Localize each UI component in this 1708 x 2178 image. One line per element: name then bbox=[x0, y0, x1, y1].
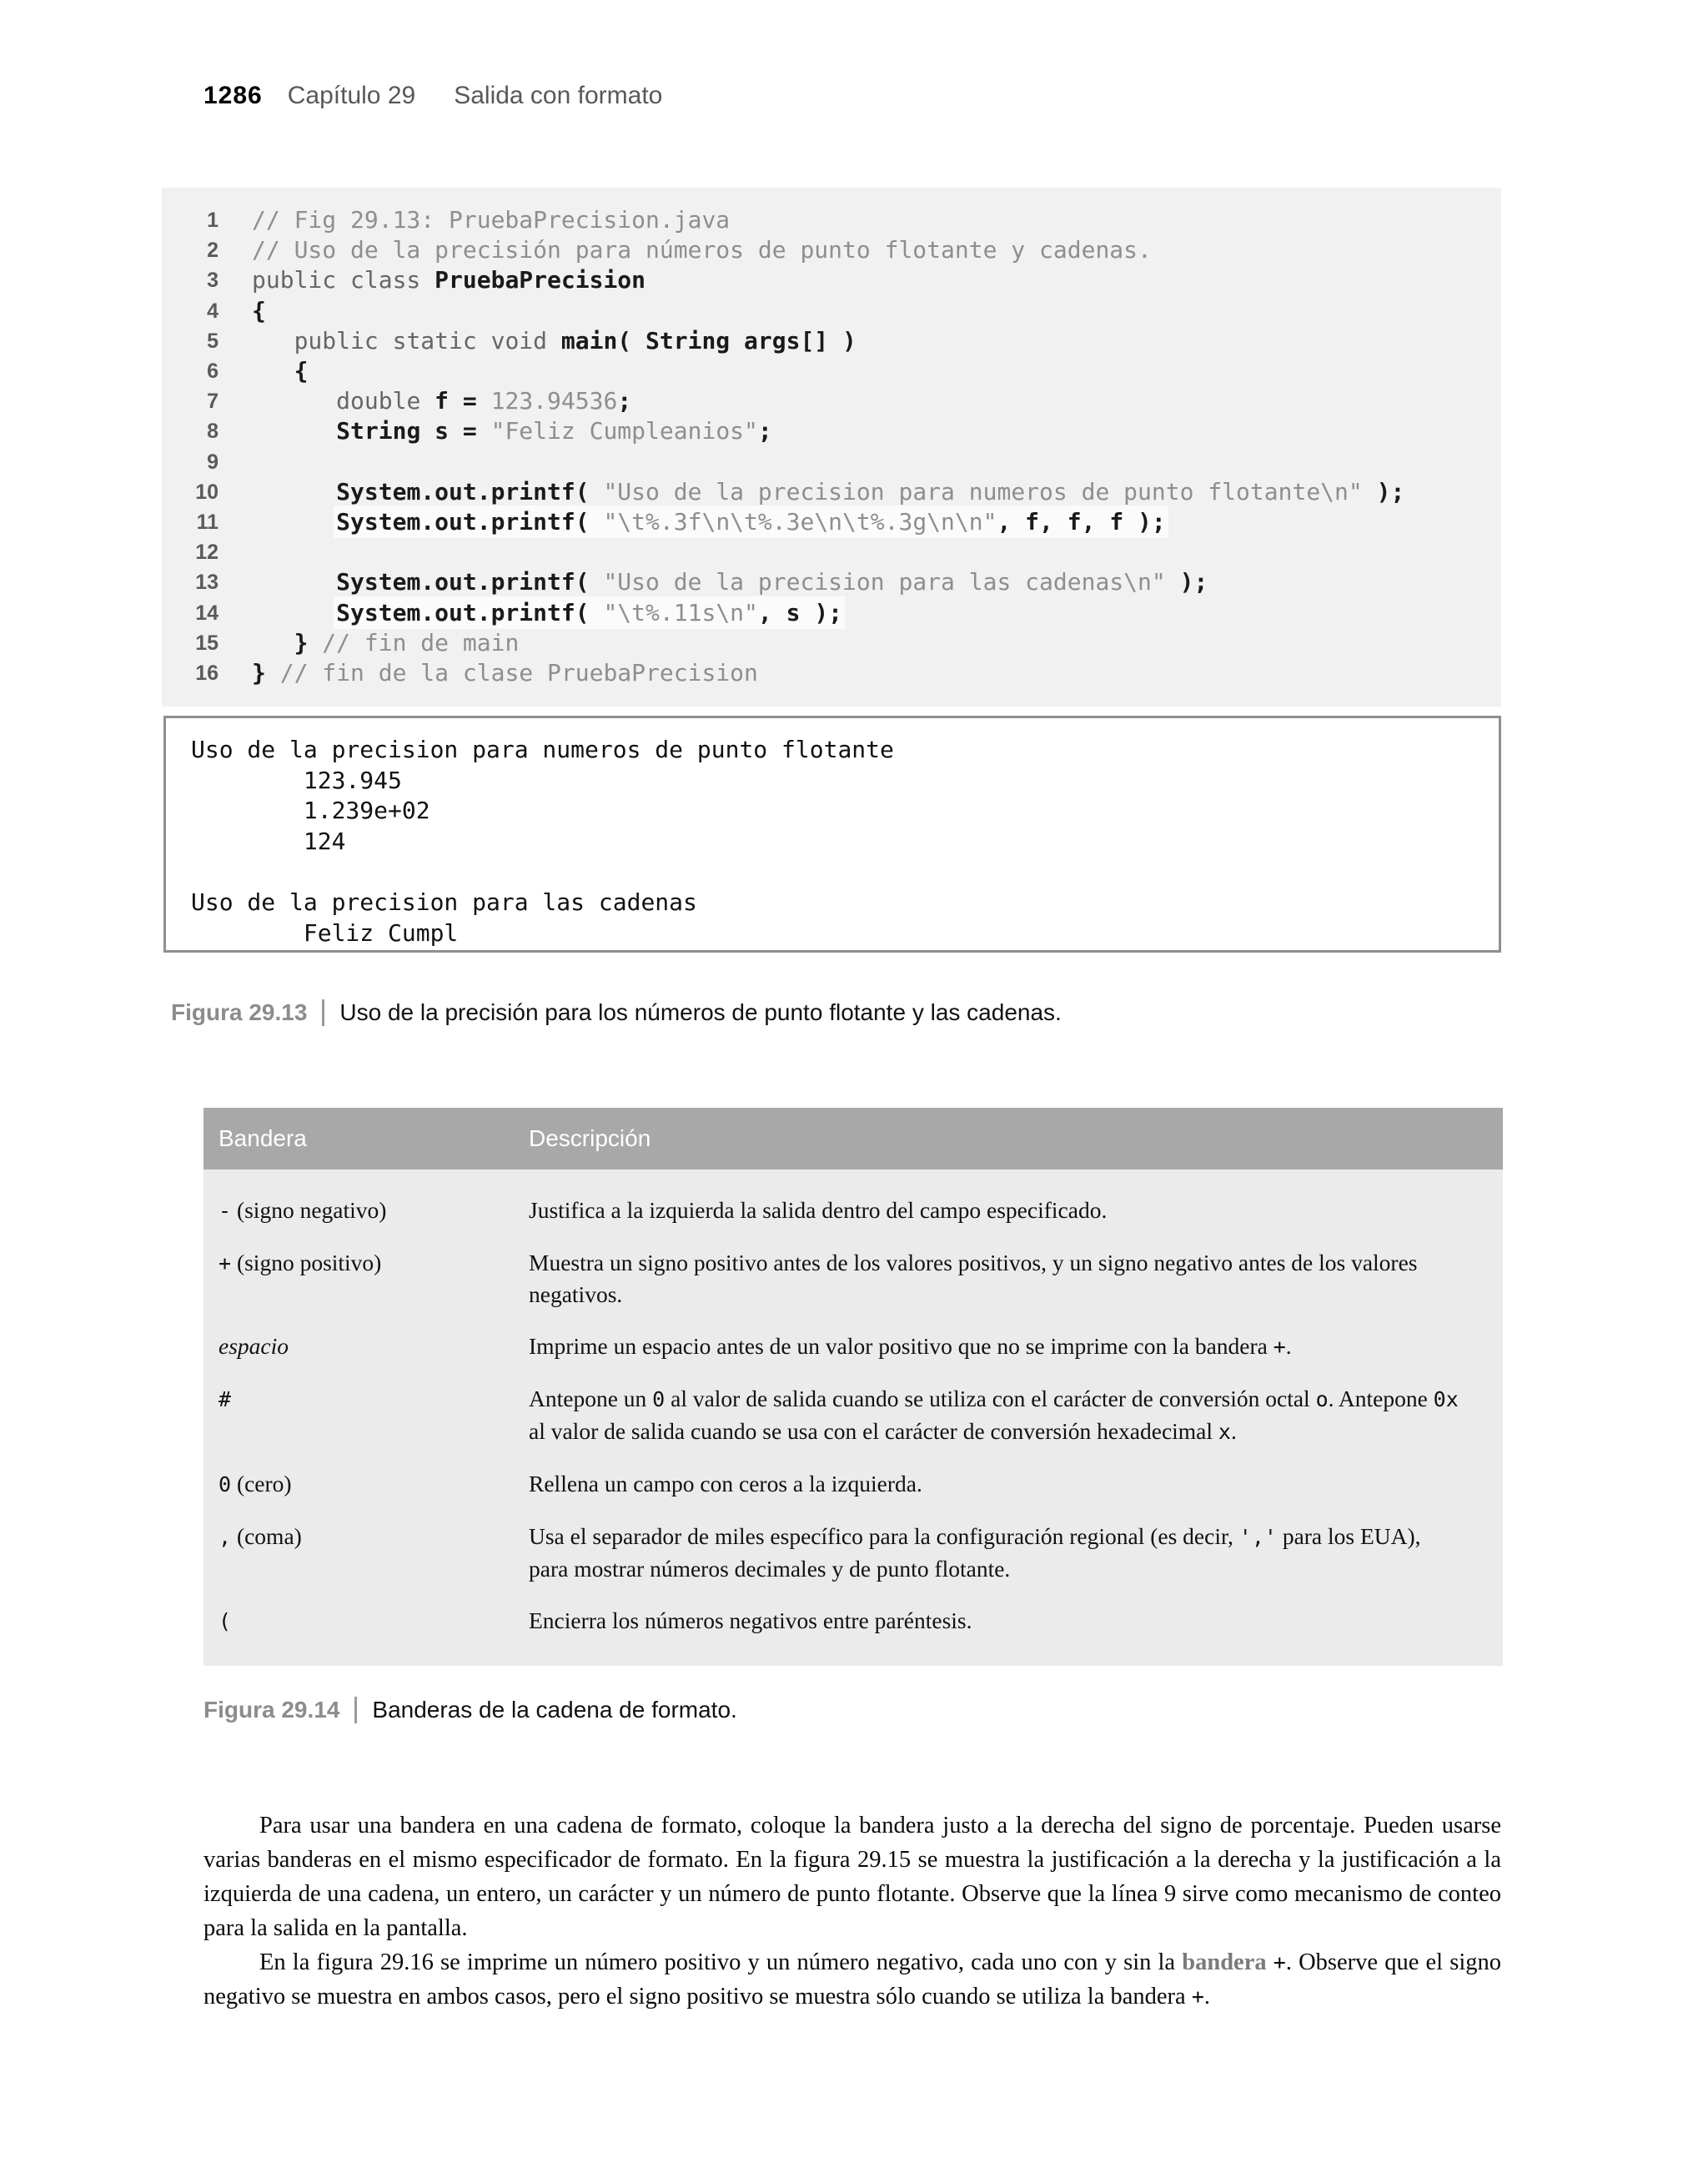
flag-cell: ( bbox=[219, 1609, 232, 1633]
line-number: 8 bbox=[207, 420, 219, 444]
code-text: } // fin de la clase PruebaPrecision bbox=[252, 659, 758, 687]
code-text: // Uso de la precisión para números de punto flotante y cadenas. bbox=[252, 236, 1152, 264]
code-text: { bbox=[252, 296, 266, 324]
line-number: 15 bbox=[195, 631, 219, 655]
code-line bbox=[185, 447, 1501, 477]
output-line: 123.945 bbox=[191, 766, 402, 794]
code-line bbox=[185, 296, 1501, 326]
page-number: 1286 bbox=[203, 82, 263, 109]
code-text: public class PruebaPrecision bbox=[252, 266, 646, 294]
line-number: 3 bbox=[207, 269, 219, 293]
line-number: 7 bbox=[207, 390, 219, 414]
flag-cell: - (signo negativo) bbox=[219, 1197, 387, 1223]
line-number: 12 bbox=[195, 541, 219, 565]
code-text: System.out.printf( "\t%.11s\n", s ); bbox=[336, 598, 843, 626]
code-line bbox=[185, 235, 1501, 265]
code-line bbox=[185, 537, 1501, 567]
output-line: 1.239e+02 bbox=[191, 797, 430, 825]
line-number: 10 bbox=[195, 480, 219, 504]
output-line: 124 bbox=[191, 827, 346, 855]
line-number: 1 bbox=[207, 209, 219, 232]
description-cell: Usa el separador de miles específico para la configuración regional (es decir, ',' para los EUA), para mostrar números decimales y de punto flotante. bbox=[529, 1523, 1421, 1582]
output-line: Uso de la precision para numeros de punto flotante bbox=[191, 736, 894, 763]
caption-text: Banderas de la cadena de formato. bbox=[372, 1697, 737, 1723]
code-line bbox=[185, 598, 1501, 628]
code-line bbox=[185, 658, 1501, 688]
description-cell: Encierra los números negativos entre paréntesis. bbox=[529, 1607, 972, 1633]
caption-label: Figura 29.14 bbox=[203, 1697, 340, 1723]
code-text: double f = 123.94536; bbox=[336, 387, 632, 415]
flag-cell: 0 (cero) bbox=[219, 1471, 292, 1496]
line-number: 11 bbox=[196, 511, 219, 535]
description-cell: Muestra un signo positivo antes de los valores positivos, y un signo negativo antes de los valores negativos. bbox=[529, 1250, 1418, 1307]
code-line bbox=[185, 265, 1501, 295]
line-number: 6 bbox=[207, 360, 219, 384]
caption-separator bbox=[322, 999, 324, 1026]
body-text bbox=[203, 1808, 1501, 2014]
header-cell-descripcion: Descripción bbox=[529, 1125, 651, 1151]
line-number: 13 bbox=[195, 571, 219, 595]
code-text: System.out.printf( "Uso de la precision para las cadenas\n" ); bbox=[336, 568, 1208, 596]
chapter-title: Salida con formato bbox=[454, 82, 663, 109]
code-line bbox=[185, 416, 1501, 446]
code-text: System.out.printf( "\t%.3f\n\t%.3e\n\t%.3g\n\n", f, f, f ); bbox=[336, 508, 1166, 536]
paragraph: En la figura 29.16 se imprime un número positivo y un número negativo, cada uno con y sin la bandera +. Observe que el signo negativo se muestra en ambos casos, pero el signo positivo se muestra sólo cuando se utiliza la bandera +. bbox=[203, 1949, 1501, 2009]
code-line bbox=[185, 386, 1501, 416]
code-text: System.out.printf( "Uso de la precision para numeros de punto flotante\n" ); bbox=[336, 477, 1405, 506]
page-header bbox=[203, 82, 662, 110]
program-output bbox=[163, 716, 1501, 953]
flag-cell: + (signo positivo) bbox=[219, 1250, 382, 1275]
code-line bbox=[185, 567, 1501, 597]
paragraph: Para usar una bandera en una cadena de formato, coloque la bandera justo a la derecha del signo de porcentaje. Pueden usarse varias banderas en el mismo especificador de formato. En la figura 29.15 se muestra la justificación a la derecha y la justificación a la izquierda de una cadena, un entero, un carácter y un número de punto flotante. Observe que la línea 9 sirve como mecanismo de conteo para la salida en la pantalla. bbox=[203, 1813, 1501, 1941]
table-body bbox=[203, 1169, 1503, 1666]
line-number: 5 bbox=[207, 329, 219, 353]
code-text: String s = "Feliz Cumpleanios"; bbox=[336, 417, 772, 445]
code-text: public static void main( String args[] ) bbox=[294, 326, 857, 355]
caption-separator bbox=[354, 1697, 357, 1723]
code-text: { bbox=[294, 357, 309, 385]
header-cell-bandera: Bandera bbox=[219, 1125, 307, 1151]
description-cell: Justifica a la izquierda la salida dentro del campo especificado. bbox=[529, 1197, 1108, 1223]
figure-caption-29-13 bbox=[171, 999, 1062, 1026]
output-line: Uso de la precision para las cadenas bbox=[191, 888, 697, 916]
caption-text: Uso de la precisión para los números de punto flotante y las cadenas. bbox=[339, 999, 1062, 1025]
flag-cell: # bbox=[219, 1387, 232, 1411]
chapter-label: Capítulo 29 bbox=[287, 82, 416, 109]
code-line bbox=[185, 507, 1501, 537]
code-text: } // fin de main bbox=[294, 628, 520, 656]
description-cell: Rellena un campo con ceros a la izquierda. bbox=[529, 1471, 922, 1496]
code-text: // Fig 29.13: PruebaPrecision.java bbox=[252, 206, 731, 234]
output-line: Feliz Cumpl bbox=[191, 918, 459, 947]
figure-caption-29-14 bbox=[203, 1697, 737, 1723]
line-number: 2 bbox=[207, 239, 219, 263]
caption-label: Figura 29.13 bbox=[171, 999, 308, 1025]
code-line bbox=[185, 326, 1501, 356]
code-line bbox=[185, 628, 1501, 658]
code-line bbox=[185, 356, 1501, 386]
line-number: 9 bbox=[207, 450, 219, 474]
line-number: 4 bbox=[207, 299, 219, 323]
flags-table bbox=[203, 1108, 1503, 1666]
flag-cell: espacio bbox=[219, 1333, 289, 1359]
code-listing bbox=[162, 188, 1501, 707]
code-line bbox=[185, 477, 1501, 507]
description-cell: Imprime un espacio antes de un valor positivo que no se imprime con la bandera +. bbox=[529, 1333, 1292, 1359]
line-number: 16 bbox=[195, 661, 219, 686]
flag-cell: , (coma) bbox=[219, 1523, 302, 1549]
table-header bbox=[203, 1108, 1503, 1169]
description-cell: Antepone un 0 al valor de salida cuando se utiliza con el carácter de conversión octal o. Antepone 0x al valor de salida cuando se usa con el carácter de conversión hexadecimal x. bbox=[529, 1386, 1459, 1444]
code-line bbox=[185, 205, 1501, 235]
output-line bbox=[191, 857, 1499, 888]
line-number: 14 bbox=[195, 601, 219, 625]
